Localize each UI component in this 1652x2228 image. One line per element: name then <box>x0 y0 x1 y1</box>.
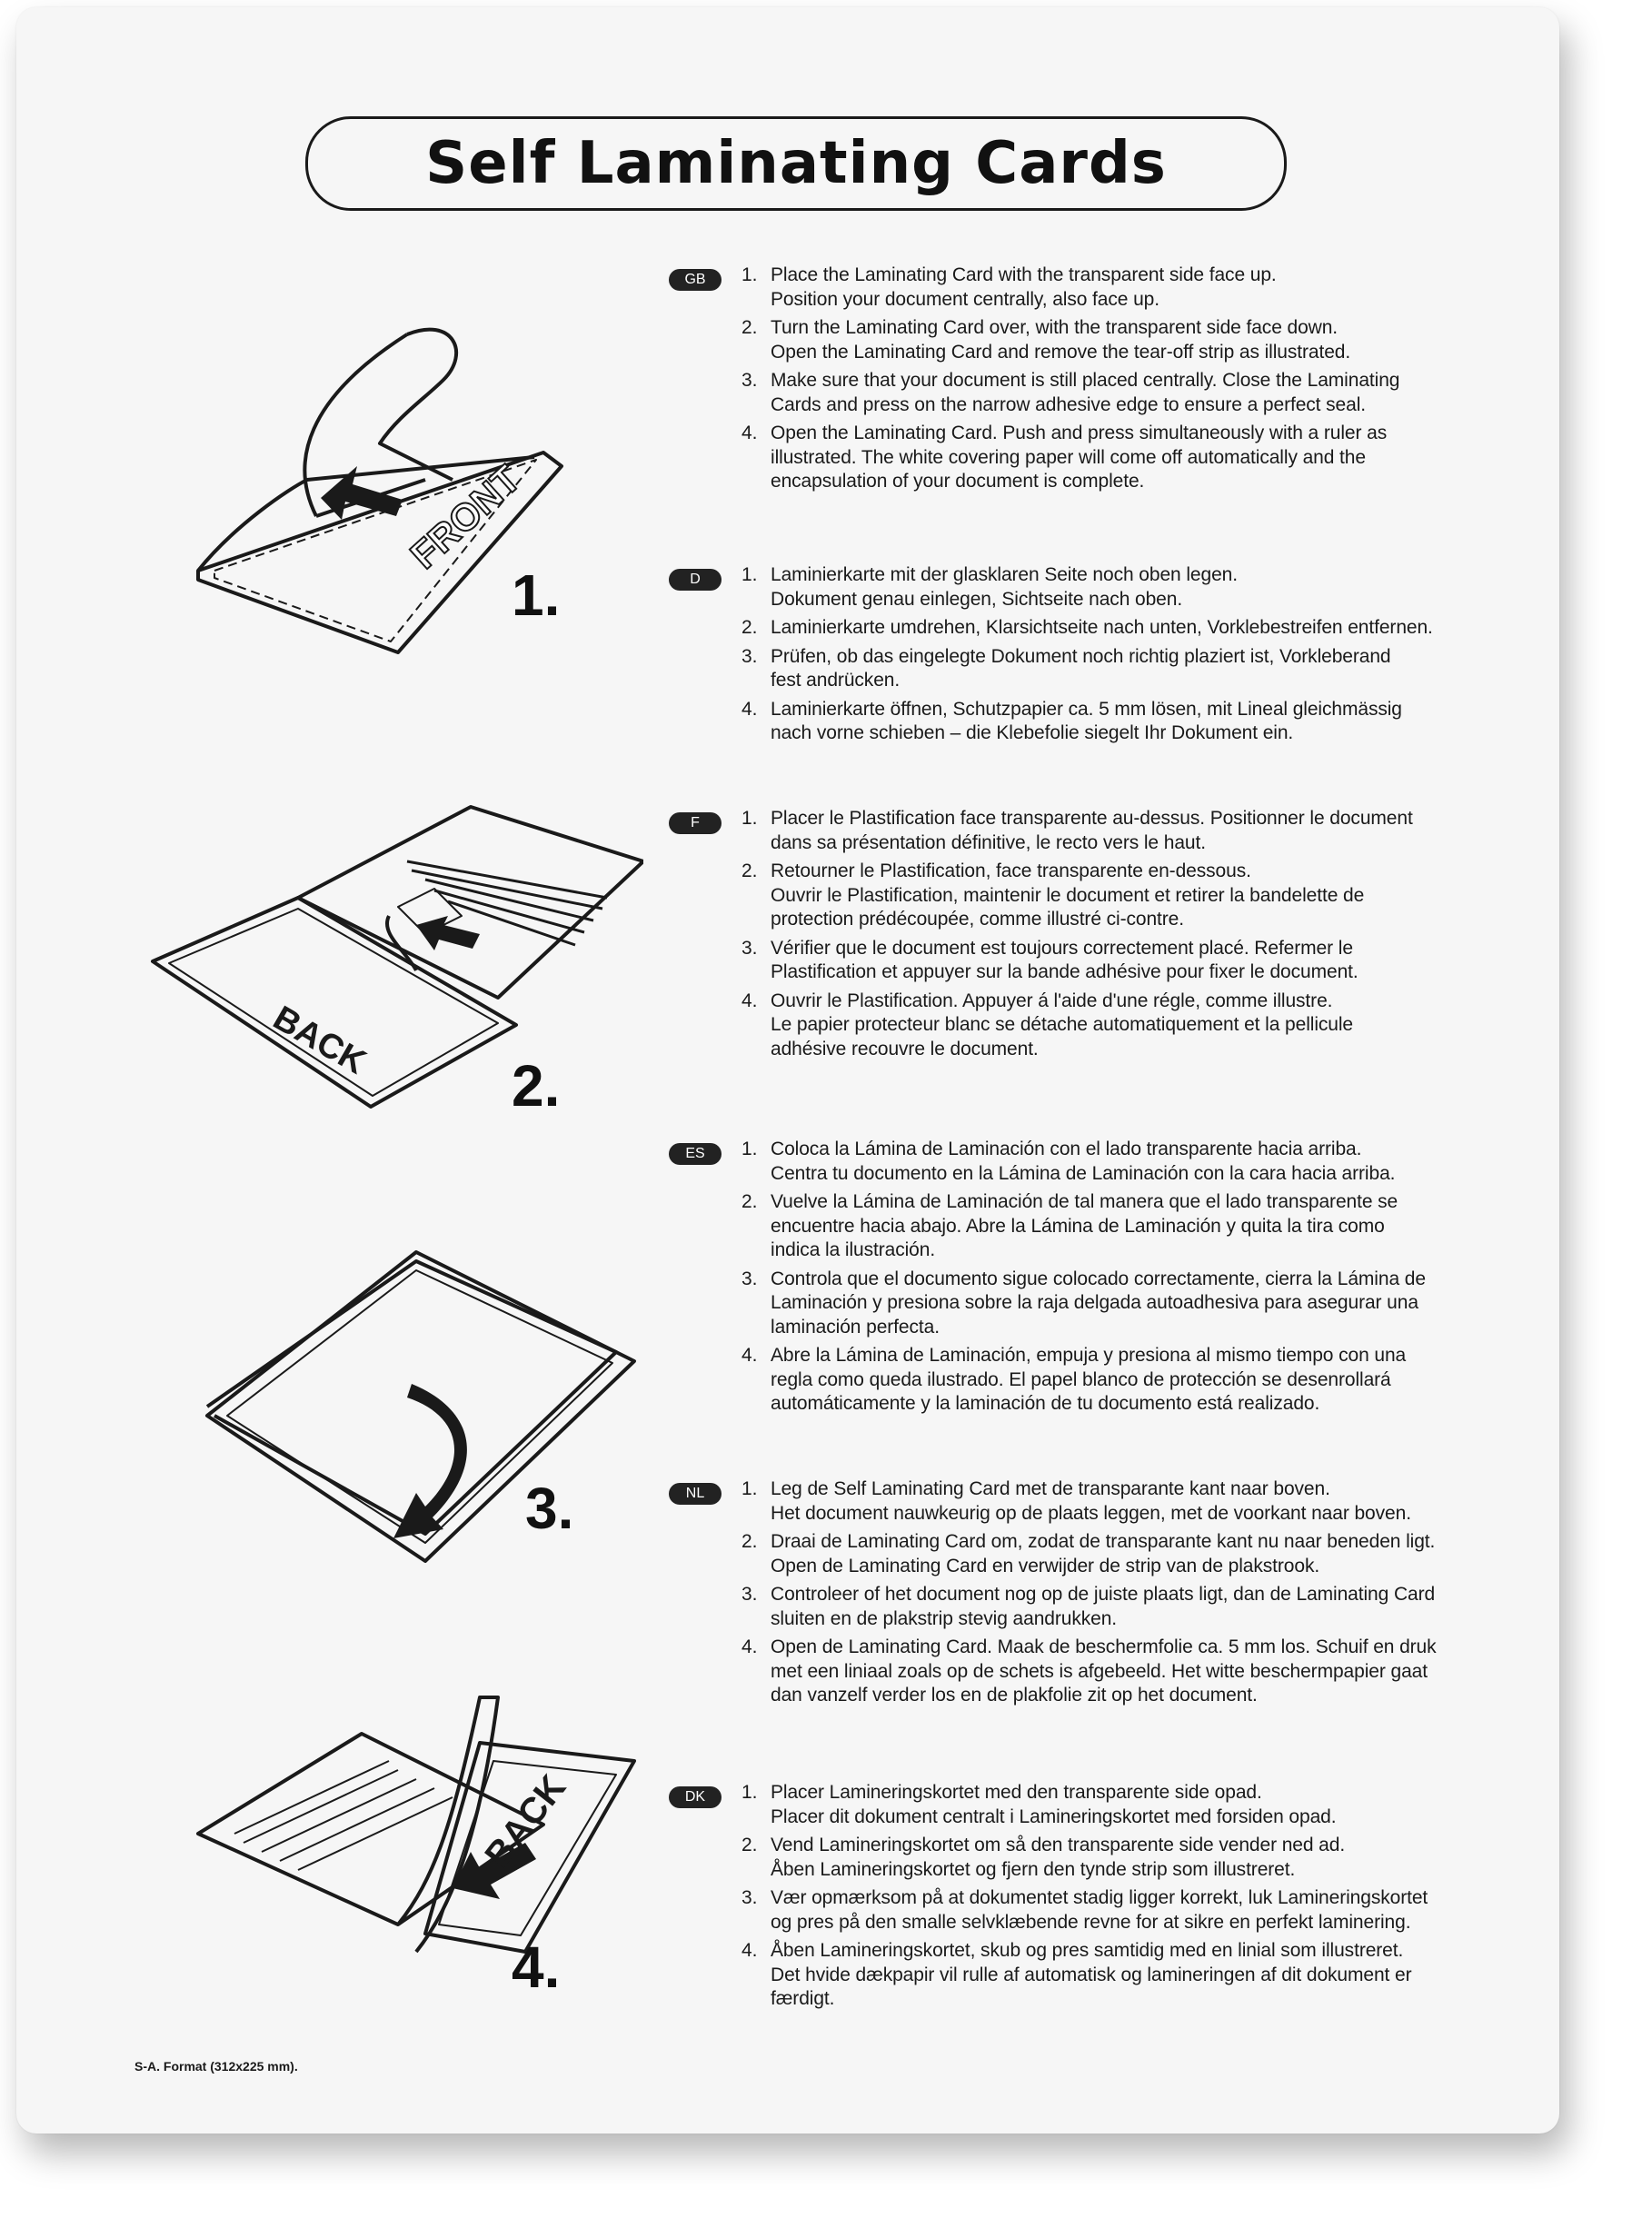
illustration-step-3 <box>189 1234 643 1579</box>
list-item: 2. Draai de Laminating Card om, zodat de transparante kant nu naar beneden ligt. Open de Laminating Card en verwijder de strip van de plakstrook. <box>741 1531 1436 1577</box>
illustration-step-4 <box>180 1679 652 2006</box>
list-item: 1. Coloca la Lámina de Laminación con el lado transparente hacia arriba. Centra tu documento en la Lámina de Laminación con la cara hacia arriba. <box>741 1139 1396 1184</box>
back-label-1: BACK <box>266 999 373 1082</box>
list-item: 1. Leg de Self Laminating Card met de transparante kant naar boven. Het document nauwkeurig op de plaats leggen, met de voorkant naar boven. <box>741 1478 1411 1524</box>
instructions-es <box>741 1138 1550 1421</box>
list-item: 2. Vend Lamineringskortet om så den transparente side vender ned ad. Åben Lamineringskortet og fjern den tynde strip som illustreret. <box>741 1835 1346 1880</box>
step-number-1: 1. <box>512 562 561 628</box>
list-item: 3. Prüfen, ob das eingelegte Dokument noch richtig plaziert ist, Vorkleberand fest andrücken. <box>741 645 1391 691</box>
language-badge-nl: NL <box>669 1483 722 1505</box>
step-number-4: 4. <box>512 1935 561 2000</box>
instructions-dk <box>741 1781 1550 2016</box>
instructions-d <box>741 563 1550 751</box>
list-item: 4. Abre la Lámina de Laminación, empuja y presiona al mismo tiempo con una regla como queda ilustrado. El papel blanco de protección se desenrollará automáticamente y la laminación de tu documento está realizado. <box>741 1345 1407 1414</box>
step-number-3: 3. <box>525 1476 574 1541</box>
list-item: 1. Placer le Plastification face transparente au-dessus. Positionner le document dans sa présentation définitive, le recto vers le haut. <box>741 808 1413 853</box>
language-badge-gb: GB <box>669 269 722 291</box>
list-item: 1. Placer Lamineringskortet med den transparente side opad. Placer dit dokument centralt i Lamineringskortet med forsiden opad. <box>741 1782 1337 1827</box>
back-label-2: BACK <box>477 1767 574 1875</box>
list-item: 2. Retourner le Plastification, face transparente en-dessous. Ouvrir le Plastification, maintenir le document et retirer la bandelette de protection prédécoupée, comme illustré ci-contre. <box>741 860 1365 930</box>
list-item: 1. Place the Laminating Card with the transparent side face up. Position your document centrally, also face up. <box>741 264 1277 310</box>
language-badge-d: D <box>669 569 722 591</box>
language-badge-f: F <box>669 812 722 834</box>
language-badge-es: ES <box>669 1143 722 1165</box>
list-item: 4. Open the Laminating Card. Push and press simultaneously with a ruler as illustrated. The white covering paper will come off automatically and the encapsulation of your document is complete. <box>741 423 1388 492</box>
list-item: 4. Laminierkarte öffnen, Schutzpapier ca. 5 mm lösen, mit Lineal gleichmässig nach vorne schieben – die Klebefolie siegelt Ihr Dokument ein. <box>741 698 1402 743</box>
list-item: 3. Make sure that your document is still placed centrally. Close the Laminating Cards and press on the narrow adhesive edge to ensure a perfect seal. <box>741 370 1400 415</box>
instructions-nl <box>741 1477 1550 1713</box>
list-item: 1. Laminierkarte mit der glasklaren Seite noch oben legen. Dokument genau einlegen, Sichtseite nach oben. <box>741 564 1238 610</box>
instruction-sheet <box>16 7 1559 2134</box>
illustration-step-2 <box>134 789 643 1152</box>
page-title: Self Laminating Cards <box>305 116 1287 211</box>
list-item: 2. Laminierkarte umdrehen, Klarsichtseite nach unten, Vorklebestreifen entfernen. <box>741 617 1433 638</box>
instructions-gb <box>741 264 1550 499</box>
list-item: 3. Controleer of het document nog op de juiste plaats ligt, dan de Laminating Card sluiten en de plakstrip stevig aandrukken. <box>741 1584 1436 1629</box>
instructions-f <box>741 807 1550 1066</box>
list-item: 4. Ouvrir le Plastification. Appuyer á l'aide d'une régle, comme illustre. Le papier protecteur blanc se détache automatiquement et la pellicule adhésive recouvre le document. <box>741 990 1354 1059</box>
arrow-icon <box>393 1384 467 1538</box>
format-footnote: S-A. Format (312x225 mm). <box>134 2059 298 2074</box>
list-item: 3. Controla que el documento sigue colocado correctamente, cierra la Lámina de Laminación y presiona sobre la raja delgada autoadhesiva para asegurar una laminación perfecta. <box>741 1268 1426 1338</box>
list-item: 4. Åben Lamineringskortet, skub og pres samtidig med en linial som illustreret. Det hvide dækpapir vil rulle af automatisk og lamineringen af dit dokument er færdigt. <box>741 1940 1412 2009</box>
arrow-icon <box>416 916 480 950</box>
list-item: 4. Open de Laminating Card. Maak de beschermfolie ca. 5 mm los. Schuif en druk met een liniaal zoals op de schets is afgebeeld. Het witte beschermpapier gaat dan vanzelf verder los en de plakfolie zit op het document. <box>741 1636 1437 1706</box>
step-number-2: 2. <box>512 1053 561 1119</box>
language-badge-dk: DK <box>669 1786 722 1808</box>
list-item: 2. Vuelve la Lámina de Laminación de tal manera que el lado transparente se encuentre hacia abajo. Abre la Lámina de Laminación y quita la tira como indica la ilustración. <box>741 1191 1398 1260</box>
front-label: FRONT <box>402 456 529 577</box>
list-item: 3. Vær opmærksom på at dokumentet stadig ligger korrekt, luk Lamineringskortet og pres på den smalle selvklæbende revne for at sikre en perfekt laminering. <box>741 1887 1428 1933</box>
list-item: 3. Vérifier que le document est toujours correctement placé. Refermer le Plastification et appuyer sur la bande adhésive pour fixer le document. <box>741 937 1358 982</box>
list-item: 2. Turn the Laminating Card over, with the transparent side face down. Open the Laminating Card and remove the tear-off strip as illustrated. <box>741 317 1351 363</box>
